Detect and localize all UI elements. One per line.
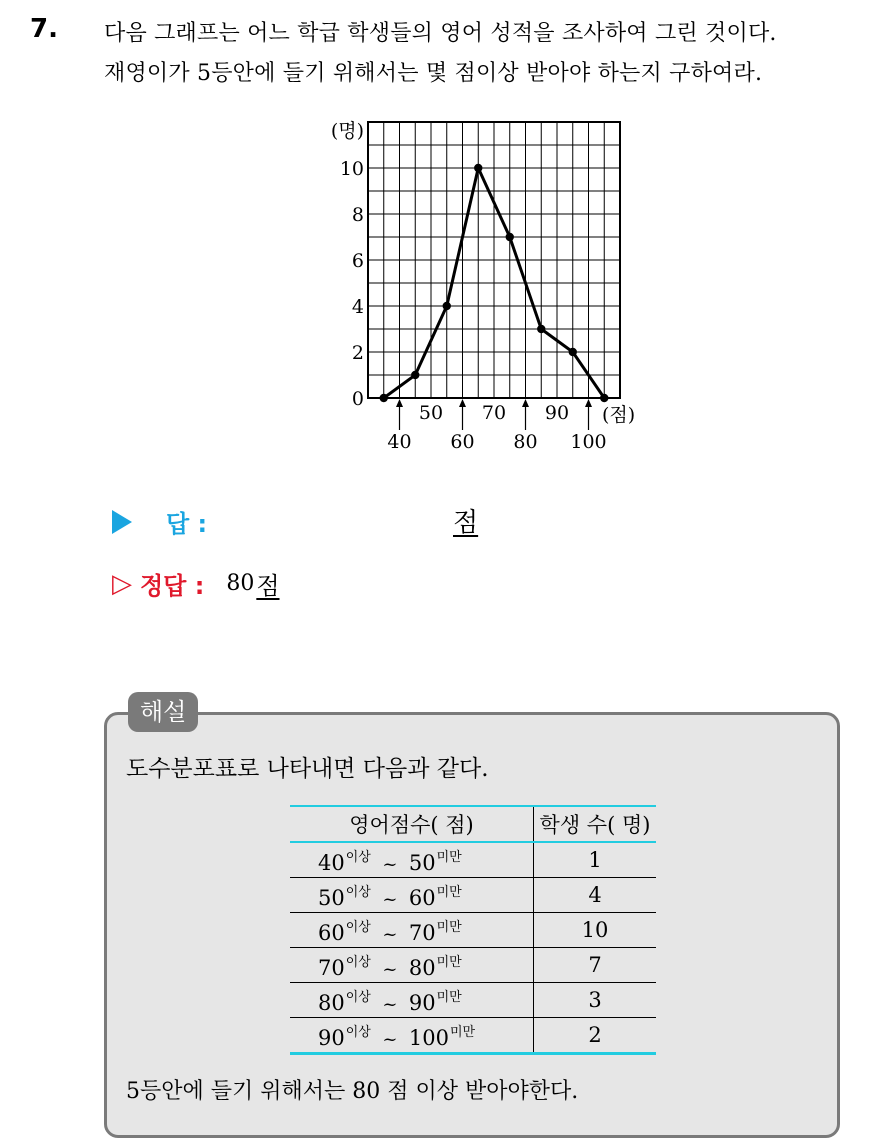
answer-row (112, 504, 207, 539)
correct-answer-label: 정답 : (140, 572, 205, 600)
student-count-cell: 4 (588, 883, 602, 907)
data-point (537, 325, 545, 333)
correct-answer-unit: 점 (256, 572, 280, 600)
table-row (290, 1018, 656, 1054)
x-axis-label: (점) (602, 404, 636, 426)
table-row (290, 842, 656, 878)
y-tick-label: 2 (351, 342, 364, 364)
student-count-cell: 10 (581, 918, 609, 942)
outline-triangle-icon: ▷ (112, 568, 132, 599)
score-range-cell: $70^{이상}$ ~ $80^{미만}$ (290, 948, 534, 983)
explanation-tag: 해설 (128, 692, 198, 732)
y-tick-label: 10 (339, 158, 364, 180)
chart-labels (331, 120, 635, 453)
data-point (411, 371, 419, 379)
score-range-cell: $50^{이상}$ ~ $60^{미만}$ (290, 878, 534, 913)
x-tick-label: 90 (544, 402, 570, 424)
data-point (443, 302, 451, 310)
y-tick-label: 0 (351, 388, 364, 410)
explanation-conclusion: 5등안에 들기 위해서는 80 점 이상 받아야한다. (126, 1079, 579, 1104)
score-range-cell: $80^{이상}$ ~ $90^{미만}$ (290, 983, 534, 1018)
frequency-polygon-chart (310, 110, 660, 460)
question-text-line2: 재영이가 5등안에 들기 위해서는 몇 점이상 받아야 하는지 구하여라. (104, 61, 763, 86)
filled-triangle-icon (112, 510, 132, 534)
table-row (290, 948, 656, 983)
table-row (290, 913, 656, 948)
data-point (600, 394, 608, 402)
table-header-count: 학생 수( 명) (539, 813, 651, 837)
table-row (290, 878, 656, 913)
arrow-head-icon (459, 399, 466, 407)
y-axis-label: (명) (330, 120, 364, 142)
score-range-cell: $40^{이상}$ ~ $50^{미만}$ (290, 842, 534, 878)
explanation-intro: 도수분포표로 나타내면 다음과 같다. (126, 756, 489, 782)
x-tick-label: 100 (570, 431, 607, 453)
x-tick-label: 60 (450, 431, 475, 453)
chart-grid (368, 122, 620, 398)
question-text-line1: 다음 그래프는 어느 학급 학생들의 영어 성적을 조사하여 그린 것이다. (104, 21, 777, 46)
student-count-cell: 7 (588, 953, 602, 977)
x-tick-label: 70 (481, 402, 507, 424)
x-tick-label: 80 (513, 431, 538, 453)
y-tick-label: 4 (351, 296, 364, 318)
table-header-row (290, 806, 656, 842)
answer-blank-unit[interactable]: 점 (453, 508, 479, 538)
data-point (506, 233, 514, 241)
student-count-cell: 1 (588, 848, 602, 872)
answer-label: 답 : (166, 510, 208, 538)
student-count-cell: 3 (588, 988, 602, 1012)
y-tick-label: 6 (351, 250, 364, 272)
correct-answer-value: 80 (226, 571, 255, 596)
correct-answer-row (112, 566, 280, 601)
arrow-head-icon (585, 399, 592, 407)
data-point (569, 348, 577, 356)
data-point (380, 394, 388, 402)
score-range-cell: $60^{이상}$ ~ $70^{미만}$ (290, 913, 534, 948)
question-number: 7. (30, 14, 58, 44)
arrow-head-icon (522, 399, 529, 407)
arrow-head-icon (396, 399, 403, 407)
student-count-cell: 2 (588, 1023, 602, 1047)
x-tick-label: 50 (418, 402, 444, 424)
table-row (290, 983, 656, 1018)
score-range-cell: $90^{이상}$ ~ $100^{미만}$ (290, 1018, 534, 1054)
frequency-table (290, 805, 656, 1055)
x-tick-label: 40 (387, 431, 412, 453)
table-header-score: 영어점수( 점) (290, 806, 534, 842)
y-tick-label: 8 (351, 204, 364, 226)
data-point (474, 164, 482, 172)
